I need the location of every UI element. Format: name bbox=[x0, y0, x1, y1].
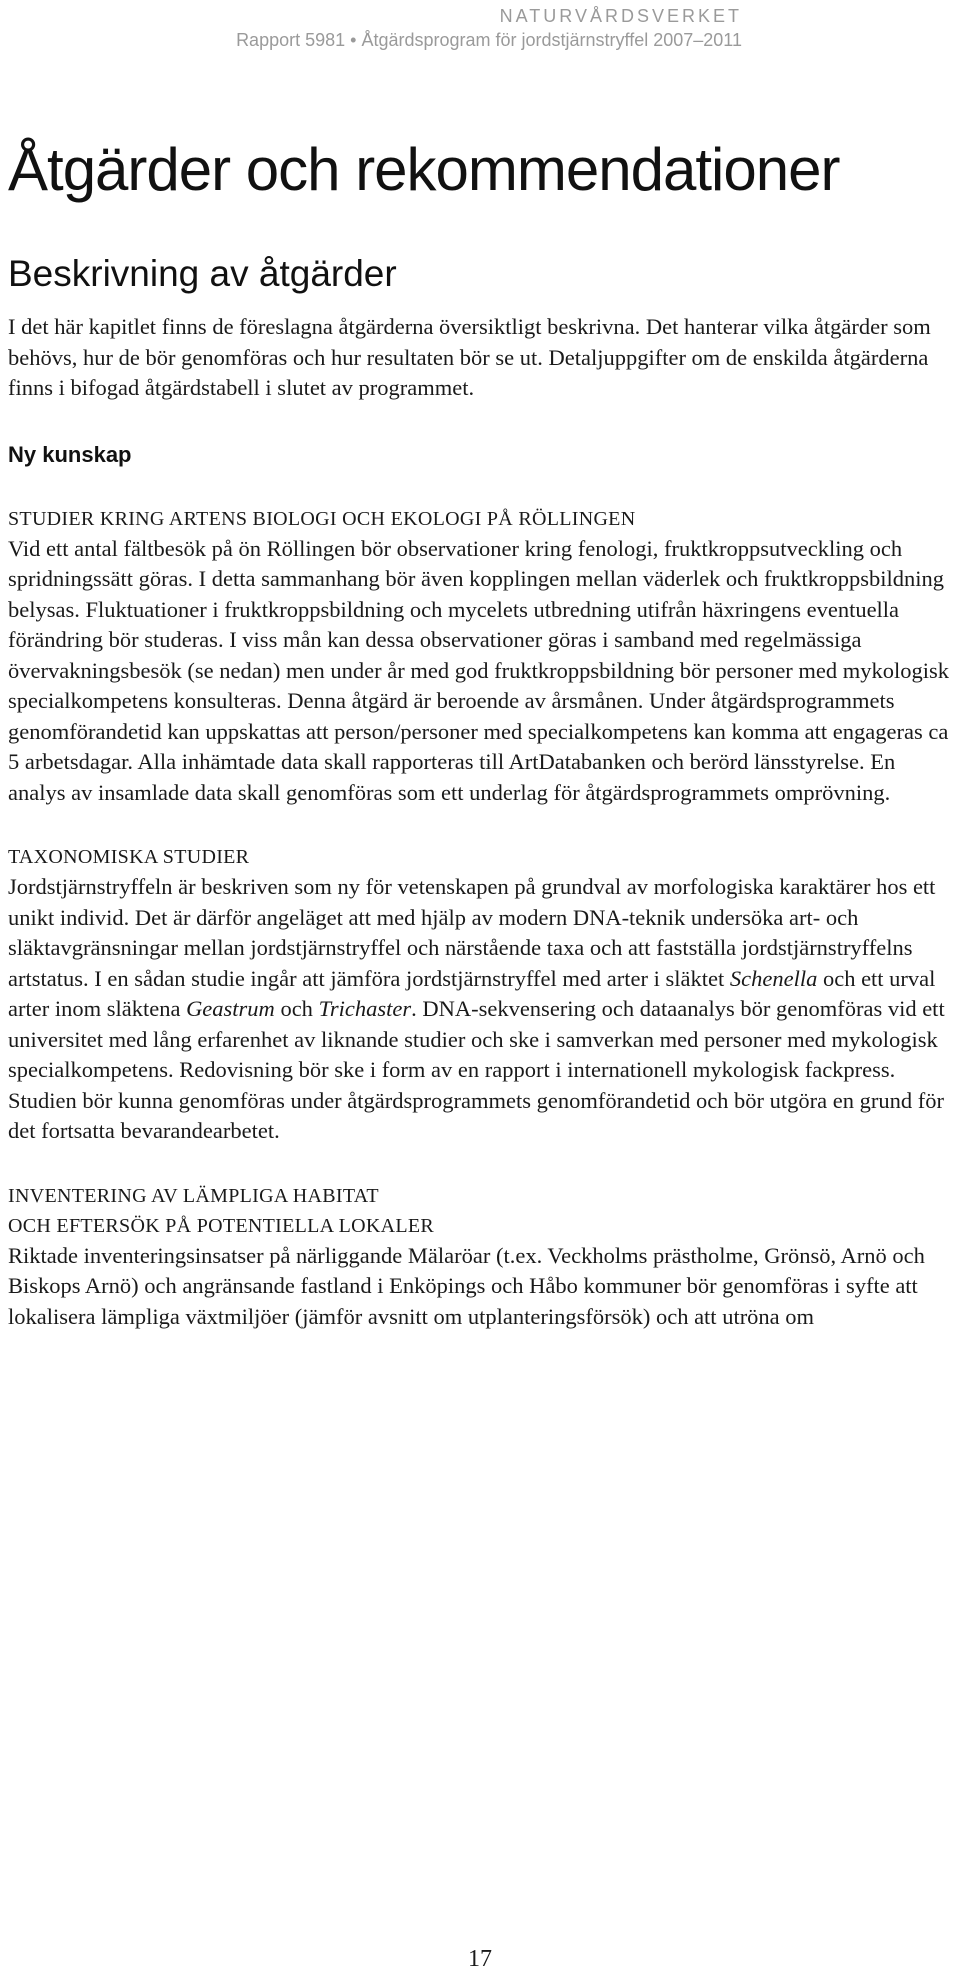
spacer bbox=[8, 1147, 958, 1181]
page-header bbox=[236, 4, 742, 52]
subsection-heading: Ny kunskap bbox=[8, 441, 132, 467]
taxonomi-paragraph bbox=[8, 872, 958, 1147]
section-title: Beskrivning av åtgärder bbox=[8, 253, 397, 294]
report-title: Rapport 5981 • Åtgärdsprogram för jordstjärnstryffel 2007–2011 bbox=[236, 30, 742, 50]
taxonomi-text-3: och bbox=[274, 996, 319, 1021]
chapter-title: Åtgärder och rekommendationer bbox=[8, 136, 840, 203]
spacer bbox=[8, 808, 958, 842]
agency-name: NATURVÅRDSVERKET bbox=[499, 6, 742, 26]
studier-title: STUDIER KRING ARTENS BIOLOGI OCH EKOLOGI PÅ RÖLLINGEN bbox=[8, 507, 636, 530]
page-content bbox=[8, 128, 958, 1332]
intro-paragraph: I det här kapitlet finns de föreslagna åtgärderna översiktligt beskrivna. Det hanterar vilka åtgärder som behövs, hur de bör genomföras och hur resultaten bör se ut. Detaljuppgifter om de enskilda åtgärderna finns i bifogad åtgärdstabell i slutet av programmet. bbox=[8, 314, 931, 400]
taxonomi-text-2: och ett urval arter inom släktena bbox=[8, 965, 936, 1021]
genus-trichaster: Trichaster bbox=[318, 996, 412, 1021]
genus-geastrum: Geastrum bbox=[186, 996, 275, 1021]
taxonomi-text-1: Jordstjärnstryffeln är beskriven som ny för vetenskapen på grundval av morfologiska karaktärer hos ett unikt individ. Det är därför angeläget att med hjälp av modern DNA-teknik undersöka art- och släktavgränsningar mellan jordstjärnstryffel och närstående taxa och att fastställa jordstjärnstryffelns artstatus. I en sådan studie ingår att jämföra jordstjärnstryffel med arter i släktet bbox=[8, 874, 936, 991]
inventering-title-line-1: INVENTERING AV LÄMPLIGA HABITAT bbox=[8, 1184, 379, 1207]
inventering-paragraph: Riktade inventeringsinsatser på närliggande Mälaröar (t.ex. Veckholms prästholme, Grönsö, Arnö och Biskops Arnö) och angränsande fastland i Enköpings och Håbo kommuner bör genomföras i syfte att lokalisera lämpliga växtmiljöer (jämför avsnitt om utplanteringsförsök) och att utröna om bbox=[8, 1242, 925, 1329]
page-number: 17 bbox=[468, 1946, 492, 1972]
taxonomi-text-4: . DNA-sekvensering och dataanalys bör genomföras vid ett universitet med lång erfarenhet av liknande studier och ske i samverkan med personer med mykologisk specialkompetens. Redovisning bör ske i form av en rapport i internationell mykologisk fackpress. Studien bör kunna genomföras under åtgärdsprogrammets genomförandetid och bör utgöra en grund för det fortsatta bevarandearbetet. bbox=[8, 996, 945, 1143]
studier-paragraph: Vid ett antal fältbesök på ön Röllingen bör observationer kring fenologi, fruktkroppsutveckling och spridningssätt göras. I detta sammanhang bör även kopplingen mellan väderlek och fruktkroppsbildning belysas. Fluktuationer i fruktkroppsbildning och mycelets utbredning utifrån häxringens eventuella förändring bör studeras. I viss mån kan dessa observationer göras i samband med regelmässiga övervakningsbesök (se nedan) men under år med god fruktkroppsbildning bör personer med mykologisk specialkompetens konsulteras. Denna åtgärd är beroende av årsmånen. Under åtgärdsprogrammets genomförandetid kan uppskattas att person/personer med specialkompetens kan komma att engageras ca 5 arbetsdagar. Alla inhämtade data skall rapporteras till ArtDatabanken och berörd länsstyrelse. En analys av insamlade data skall genomföras som ett underlag för åtgärdsprogrammets omprövning. bbox=[8, 535, 950, 805]
inventering-title-line-2: OCH EFTERSÖK PÅ POTENTIELLA LOKALER bbox=[8, 1214, 435, 1237]
genus-schenella: Schenella bbox=[729, 965, 818, 991]
taxonomi-title: TAXONOMISKA STUDIER bbox=[8, 846, 250, 868]
